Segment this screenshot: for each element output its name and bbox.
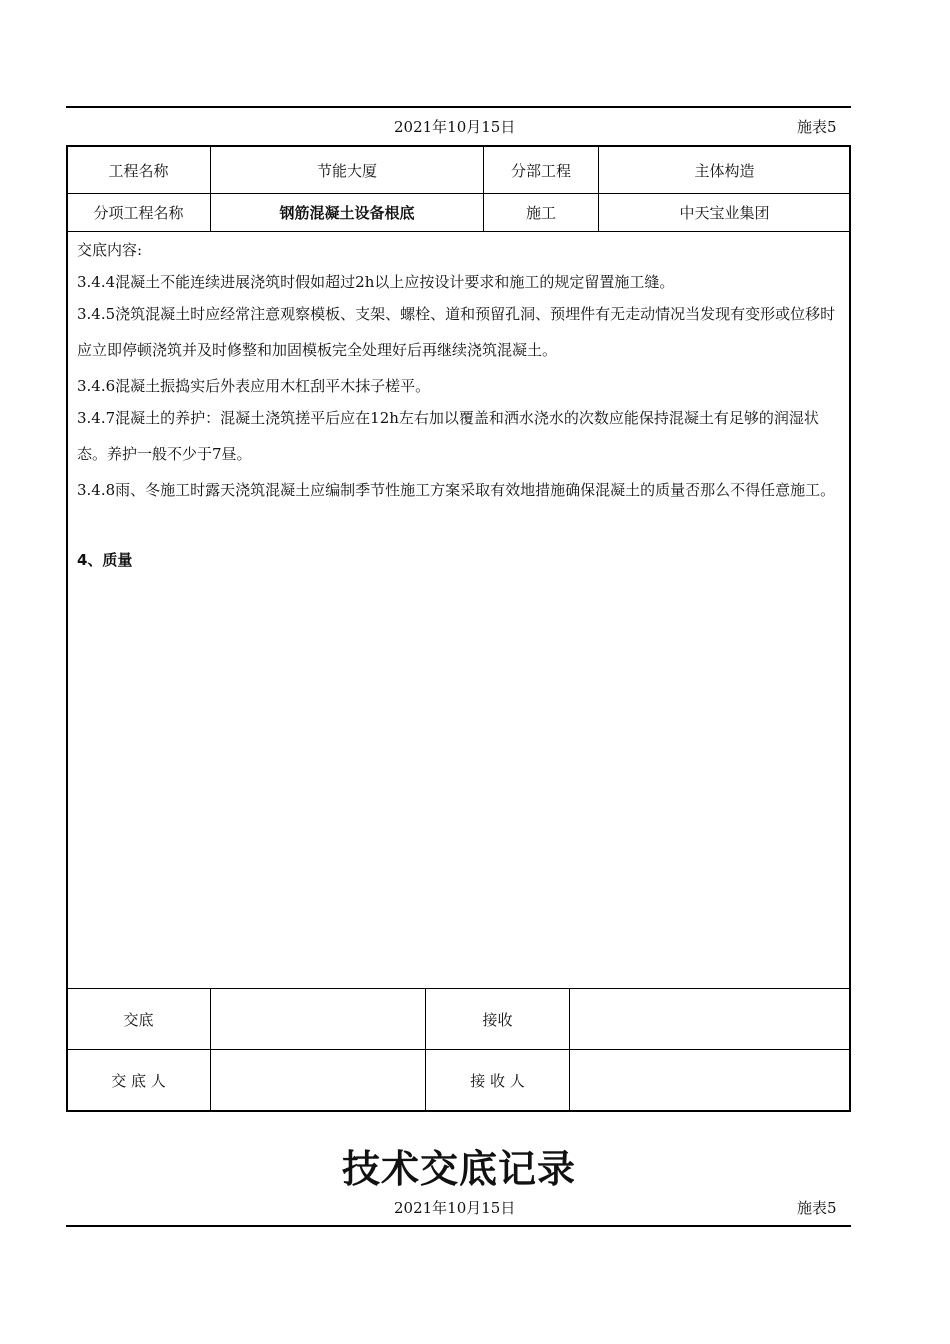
construction-value: 中天宝业集团 bbox=[679, 204, 770, 222]
section-heading: 4、质量 bbox=[77, 551, 133, 569]
footer-form-number: 施表5 bbox=[797, 1199, 837, 1217]
content-paragraph: 3.4.8雨、冬施工时露天浇筑混凝土应编制季节性施工方案采取有效地措施确保混凝土的质量否那么不得任意施工。 bbox=[77, 481, 836, 499]
sub-item-value: 钢筋混凝土设备根底 bbox=[279, 204, 415, 222]
content-paragraph: 3.4.7混凝土的养护：混凝土浇筑搓平后应在12h左右加以覆盖和洒水浇水的次数应能保持混凝土有足够的润湿状态。养护一般不少于7昼。 bbox=[77, 409, 819, 463]
division-value: 主体构造 bbox=[694, 161, 755, 180]
handover-label: 交底 bbox=[123, 1010, 154, 1029]
division-label: 分部工程 bbox=[510, 161, 571, 180]
handover-person-field[interactable] bbox=[211, 1050, 425, 1111]
construction-label: 施工 bbox=[525, 204, 556, 222]
content-paragraph: 3.4.5浇筑混凝土时应经常注意观察模板、支架、螺栓、道和预留孔洞、预埋件有无走动情况当发现有变形或位移时应立即停顿浇筑并及时修整和加固模板完全处理好后再继续浇筑混凝土。 bbox=[77, 305, 836, 359]
top-rule bbox=[66, 106, 851, 108]
content-heading: 交底内容: bbox=[77, 241, 143, 259]
document-title: 技术交底记录 bbox=[341, 1147, 576, 1191]
content-paragraph: 3.4.4混凝土不能连续进展浇筑时假如超过2h以上应按设计要求和施工的规定留置施工缝。 bbox=[77, 273, 675, 291]
handover-person-label: 交 底 人 bbox=[111, 1072, 166, 1090]
footer-date: 2021年10月15日 bbox=[394, 1199, 516, 1217]
receive-label: 接收 bbox=[482, 1010, 513, 1029]
bottom-rule bbox=[66, 1225, 851, 1227]
project-name-label: 工程名称 bbox=[108, 161, 169, 180]
header-date: 2021年10月15日 bbox=[394, 118, 516, 136]
header-form-number: 施表5 bbox=[797, 118, 837, 136]
project-name-value: 节能大厦 bbox=[316, 161, 377, 180]
receive-field[interactable] bbox=[570, 989, 850, 1049]
receiver-person-label: 接 收 人 bbox=[470, 1072, 525, 1090]
handover-field[interactable] bbox=[211, 989, 425, 1049]
sub-item-label: 分项工程名称 bbox=[93, 204, 184, 222]
content-paragraph: 3.4.6混凝土振捣实后外表应用木杠刮平木抹子槎平。 bbox=[77, 377, 431, 395]
receiver-person-field[interactable] bbox=[570, 1050, 850, 1111]
